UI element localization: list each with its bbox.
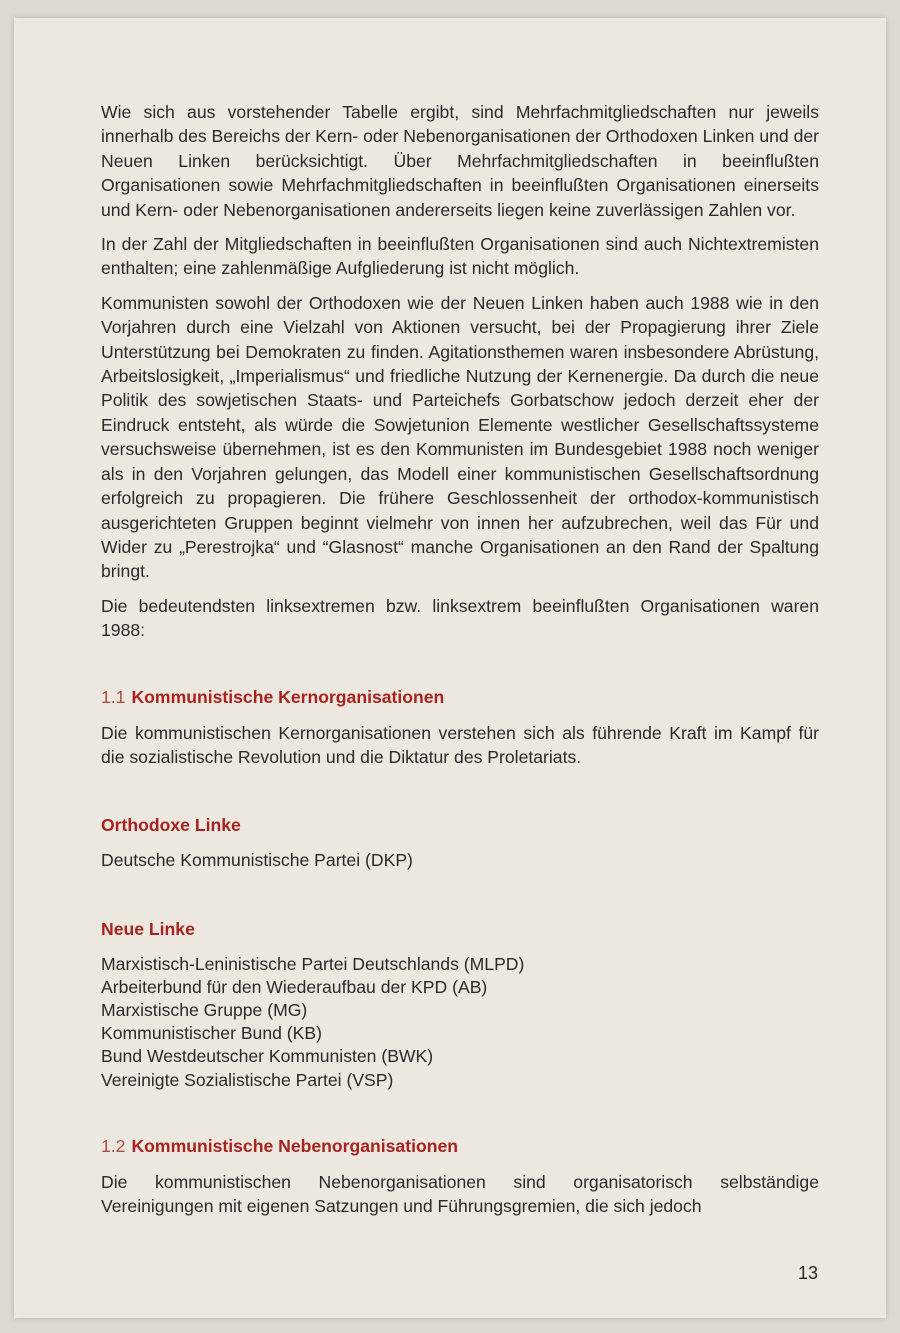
section-1-2-text: Die kommunistischen Nebenorganisationen sind organisatorisch selbständige Vereinigungen mit eigenen Satzungen und Führungsgremien, die sich jedoch <box>101 1171 819 1217</box>
section-1-1-text: Die kommunistischen Kernorganisationen verstehen sich als führende Kraft im Kampf für die sozialistische Revolution und die Diktatur des Proletariats. <box>101 722 819 767</box>
paragraph-membership-note: Wie sich aus vorstehender Tabelle ergibt, sind Mehrfachmitgliedschaften nur jeweils innerhalb des Bereichs der Kern- oder Nebenorganisationen der Orthodoxen Linken und der Neuen Linken berücksichtigt. Über Mehrfachmitgliedschaften in beeinflußten Organisationen sowie Mehrfachmitgliedschaften in beeinflußten Organisationen einerseits und Kern- oder Nebenorganisationen andererseits liegen keine zuverlässigen Zahlen vor. <box>101 102 819 220</box>
list-item: Arbeiterbund für den Wiederaufbau der KPD (AB) <box>101 976 488 997</box>
page-content <box>101 100 819 1229</box>
list-item: Marxistische Gruppe (MG) <box>101 999 308 1020</box>
page-number: 13 <box>797 1263 818 1283</box>
paragraph-organisations-intro: Die bedeutendsten linksextremen bzw. linksextrem beeinflußten Organisationen waren 1988: <box>101 595 819 641</box>
list-item: Bund Westdeutscher Kommunisten (BWK) <box>101 1046 434 1067</box>
section-title: Kommunistische Kernorganisationen <box>131 686 445 707</box>
list-item: Kommunistischer Bund (KB) <box>101 1023 322 1044</box>
orthodoxe-linke-heading: Orthodoxe Linke <box>101 815 241 836</box>
paragraph-agitation: Kommunisten sowohl der Orthodoxen wie der Neuen Linken haben auch 1988 wie in den Vorjahren durch eine Vielzahl von Aktionen versucht, bei der Propagierung ihrer Ziele Unterstützung bei Demokraten zu finden. Agitationsthemen waren insbesondere Abrüstung, Arbeitslosigkeit, „Imperialismus“ und friedliche Nutzung der Kernenergie. Da durch die neue Politik des sowjetischen Staats- und Parteichefs Gorbatschow jedoch derzeit eher der Eindruck entsteht, als würde die Sowjetunion Elemente westlicher Gesellschaftssysteme versuchsweise übernehmen, ist es den Kommunisten im Bundesgebiet 1988 noch weniger als in den Vorjahren gelungen, das Modell einer kommunistischen Gesellschaftsordnung erfolgreich zu propagieren. Die frühere Geschlossenheit der orthodox-kommunistisch ausgerichteten Gruppen beginnt vielmehr von innen her aufzubrechen, weil das Für und Wider zu „Perestrojka“ und “Glasnost“ manche Organisationen an den Rand der Spaltung bringt. <box>101 292 819 582</box>
section-heading-1-2 <box>101 1134 819 1158</box>
section-title: Kommunistische Nebenorganisationen <box>131 1135 458 1156</box>
section-number: 1.2 <box>101 1135 126 1156</box>
document-page <box>14 18 886 1318</box>
section-heading-1-1 <box>101 685 819 709</box>
list-item: Deutsche Kommunistische Partei (DKP) <box>101 850 413 871</box>
orthodoxe-linke-list <box>101 849 819 872</box>
paragraph-nonextremists: In der Zahl der Mitgliedschaften in beeinflußten Organisationen sind auch Nichtextremisten enthalten; eine zahlenmäßige Aufgliederung ist nicht möglich. <box>101 234 819 279</box>
list-item: Vereinigte Sozialistische Partei (VSP) <box>101 1069 394 1090</box>
section-number: 1.1 <box>101 686 126 707</box>
list-item: Marxistisch-Leninistische Partei Deutschlands (MLPD) <box>101 953 525 974</box>
neue-linke-list <box>101 953 819 1092</box>
neue-linke-heading: Neue Linke <box>101 918 195 939</box>
